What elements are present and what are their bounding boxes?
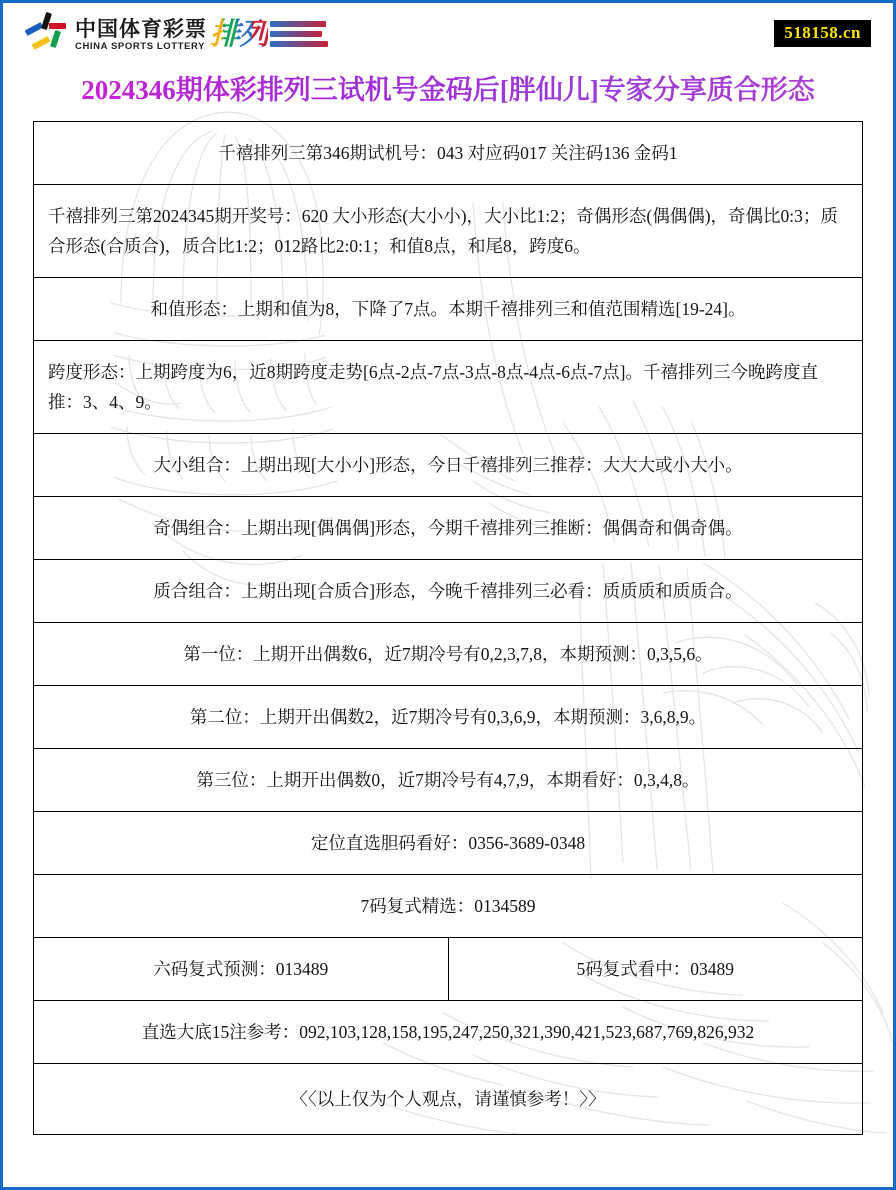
logo-game-name: 排列 bbox=[210, 18, 268, 51]
direct-15-bets-row: 直选大底15注参考：092,103,128,158,195,247,250,321,390,421,523,687,769,826,932 bbox=[34, 1001, 863, 1064]
primecomposite-combo-row: 质合组合：上期出现[合质合]形态，今晚千禧排列三必看：质质质和质质合。 bbox=[34, 560, 863, 623]
previous-draw-row: 千禧排列三第2024345期开奖号：620 大小形态(大小小)，大小比1:2；奇偶形态(偶偶偶)，奇偶比0:3；质合形态(合质合)，质合比1:2；012路比2:0:1；和值8点，和尾8，跨度6。 bbox=[34, 185, 863, 278]
six-code-cell: 六码复式预测：013489 bbox=[34, 938, 449, 1001]
table-row bbox=[34, 434, 863, 497]
position-three-row: 第三位：上期开出偶数0，近7期冷号有4,7,9，本期看好：0,3,4,8。 bbox=[34, 749, 863, 812]
seven-code-row: 7码复式精选：0134589 bbox=[34, 875, 863, 938]
sum-form-row: 和值形态：上期和值为8，下降了7点。本期千禧排列三和值范围精选[19-24]。 bbox=[34, 278, 863, 341]
positional-dan-row: 定位直选胆码看好：0356-3689-0348 bbox=[34, 812, 863, 875]
logo-chinese-name: 中国体育彩票 bbox=[75, 17, 207, 41]
table-row bbox=[34, 122, 863, 185]
test-number-row: 千禧排列三第346期试机号：043 对应码017 关注码136 金码1 bbox=[34, 122, 863, 185]
five-code-cell: 5码复式看中：03489 bbox=[448, 938, 863, 1001]
table-row-split bbox=[34, 938, 863, 1001]
forecast-table bbox=[33, 121, 863, 1135]
position-one-row: 第一位：上期开出偶数6，近7期冷号有0,2,3,7,8，本期预测：0,3,5,6。 bbox=[34, 623, 863, 686]
table-row bbox=[34, 1001, 863, 1064]
table-row bbox=[34, 875, 863, 938]
table-row bbox=[34, 185, 863, 278]
logo-english-name: CHINA SPORTS LOTTERY bbox=[75, 40, 206, 52]
table-row bbox=[34, 341, 863, 434]
position-two-row: 第二位：上期开出偶数2，近7期冷号有0,3,6,9，本期预测：3,6,8,9。 bbox=[34, 686, 863, 749]
site-watermark-badge: 518158.cn bbox=[774, 20, 871, 47]
table-row bbox=[34, 497, 863, 560]
lottery-logo bbox=[25, 13, 328, 57]
table-row bbox=[34, 749, 863, 812]
sports-lottery-mark-icon bbox=[25, 15, 69, 55]
table-row bbox=[34, 1064, 863, 1135]
site-header bbox=[3, 3, 893, 69]
logo-wordmark bbox=[75, 18, 207, 53]
bigsmall-combo-row: 大小组合：上期出现[大小小]形态，今日千禧排列三推荐：大大大或小大小。 bbox=[34, 434, 863, 497]
logo-three-stripes-icon bbox=[270, 17, 328, 53]
table-row bbox=[34, 560, 863, 623]
table-row bbox=[34, 623, 863, 686]
disclaimer-row: 〈〈以上仅为个人观点，请谨慎参考！〉〉 bbox=[34, 1064, 863, 1135]
table-row bbox=[34, 278, 863, 341]
page-title: 2024346期体彩排列三试机号金码后[胖仙儿]专家分享质合形态 bbox=[3, 69, 893, 117]
oddeven-combo-row: 奇偶组合：上期出现[偶偶偶]形态，今期千禧排列三推断：偶偶奇和偶奇偶。 bbox=[34, 497, 863, 560]
table-row bbox=[34, 686, 863, 749]
table-row bbox=[34, 812, 863, 875]
span-form-row: 跨度形态：上期跨度为6，近8期跨度走势[6点-2点-7点-3点-8点-4点-6点-7点]。千禧排列三今晚跨度直推：3、4、9。 bbox=[34, 341, 863, 434]
